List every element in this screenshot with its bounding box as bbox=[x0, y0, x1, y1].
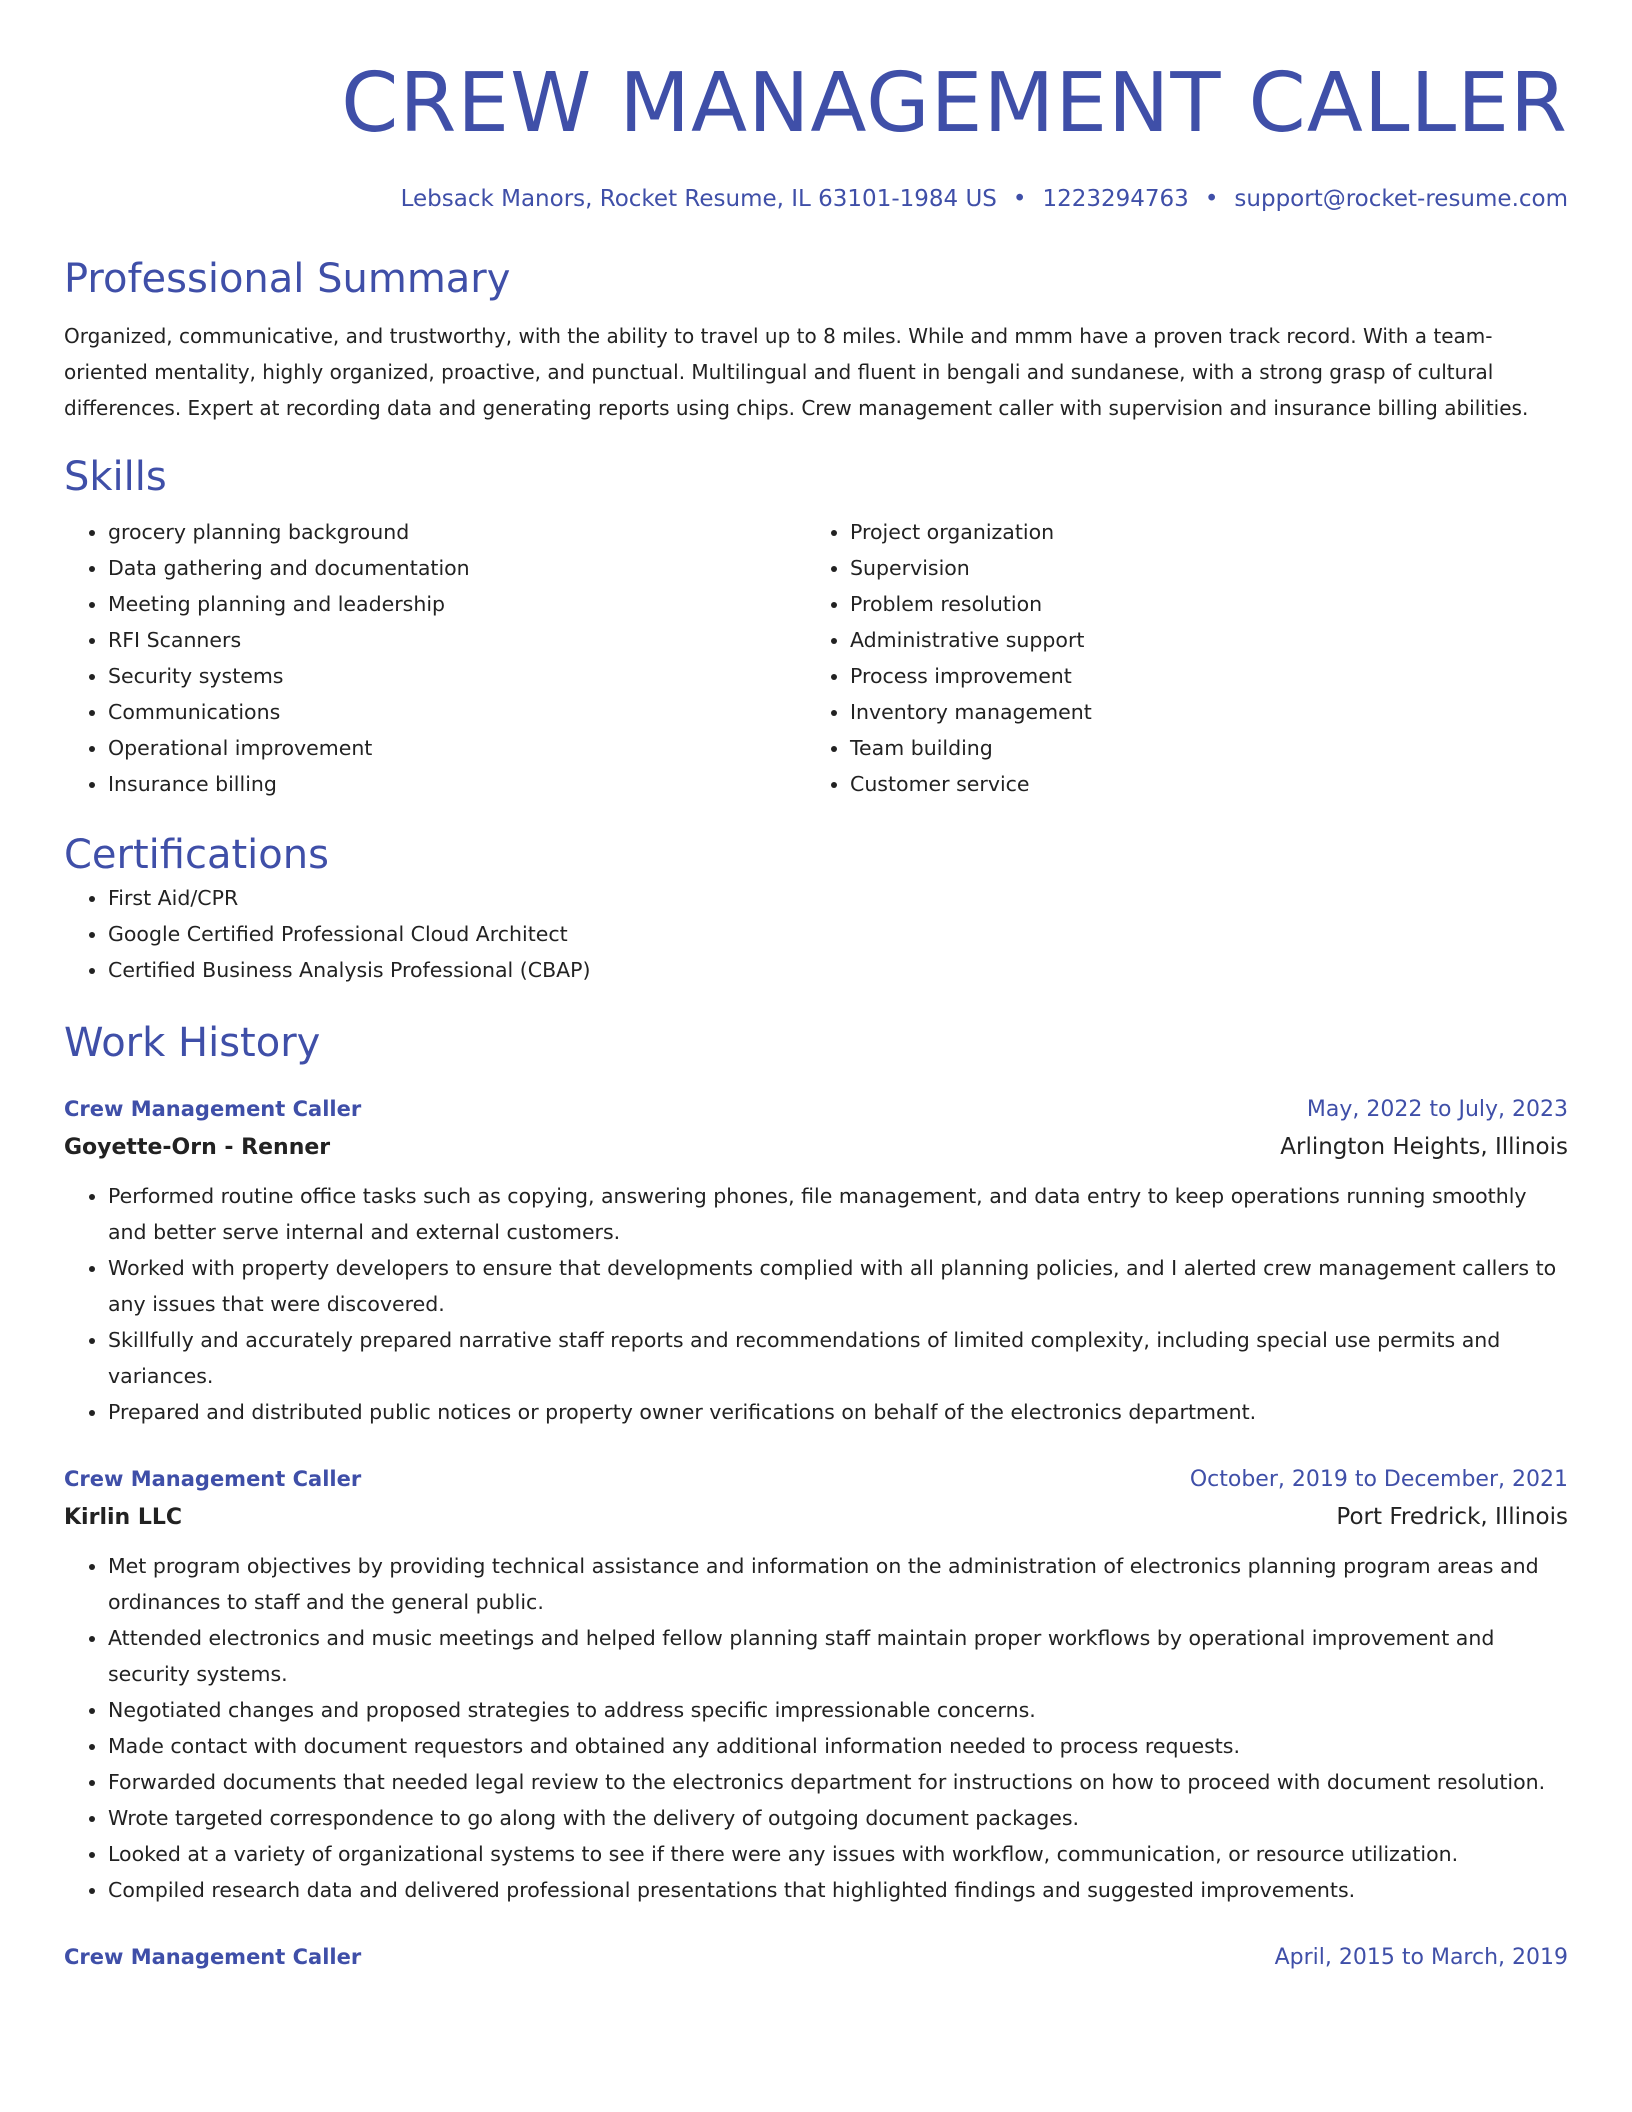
certification-item: • Certified Business Analysis Professional (CBAP) bbox=[108, 952, 1568, 988]
certification-item: • Google Certified Professional Cloud Architect bbox=[108, 916, 1568, 952]
skill-item: • Operational improvement bbox=[108, 730, 806, 766]
job-bullet: • Met program objectives by providing technical assistance and information on the administration of electronics planning program areas and ordinances to staff and the general public. bbox=[108, 1548, 1568, 1620]
skills-grid bbox=[64, 514, 1568, 802]
job-bullet: • Negotiated changes and proposed strategies to address specific impressionable concerns. bbox=[108, 1692, 1568, 1728]
skills-list-right bbox=[806, 514, 1548, 802]
skill-item: • Project organization bbox=[850, 514, 1548, 550]
job-bullets bbox=[64, 1178, 1568, 1430]
contact-separator: • bbox=[1012, 186, 1027, 212]
job-header-row bbox=[64, 1462, 1568, 1497]
skill-item: • Security systems bbox=[108, 658, 806, 694]
skill-item: • Insurance billing bbox=[108, 766, 806, 802]
skill-item: • Customer service bbox=[850, 766, 1548, 802]
job-company: Goyette-Orn - Renner bbox=[64, 1135, 331, 1160]
contact-email: support@rocket-resume.com bbox=[1234, 186, 1568, 212]
skill-item: • Supervision bbox=[850, 550, 1548, 586]
job-entry bbox=[64, 1940, 1568, 1975]
resume-name: CREW MANAGEMENT CALLER bbox=[341, 56, 1568, 151]
contact-phone: 1223294763 bbox=[1042, 186, 1189, 212]
skill-item: • Communications bbox=[108, 694, 806, 730]
job-title: Crew Management Caller bbox=[64, 1945, 362, 1969]
job-location: Port Fredrick, Illinois bbox=[1336, 1504, 1568, 1530]
job-bullet: • Prepared and distributed public notices or property owner verifications on behalf of the electronics department. bbox=[108, 1394, 1568, 1430]
skill-item: • Inventory management bbox=[850, 694, 1548, 730]
job-dates: May, 2022 to July, 2023 bbox=[1306, 1097, 1568, 1122]
job-title: Crew Management Caller bbox=[64, 1097, 362, 1121]
job-bullet: • Skillfully and accurately prepared narrative staff reports and recommendations of limited complexity, including special use permits and variances. bbox=[108, 1322, 1568, 1394]
job-entry bbox=[64, 1092, 1568, 1430]
job-header-row bbox=[64, 1092, 1568, 1127]
job-bullet: • Compiled research data and delivered professional presentations that highlighted findings and suggested improvements. bbox=[108, 1872, 1568, 1908]
summary-heading: Professional Summary bbox=[64, 256, 511, 302]
job-header-row bbox=[64, 1940, 1568, 1975]
job-company: Kirlin LLC bbox=[64, 1505, 183, 1530]
skill-item: • Problem resolution bbox=[850, 586, 1548, 622]
certifications-list bbox=[64, 880, 1568, 988]
job-bullet: • Made contact with document requestors and obtained any additional information needed to process requests. bbox=[108, 1728, 1568, 1764]
skill-item: • Meeting planning and leadership bbox=[108, 586, 806, 622]
job-dates: April, 2015 to March, 2019 bbox=[1274, 1945, 1568, 1970]
job-company-row bbox=[64, 1497, 1568, 1538]
job-bullet: • Attended electronics and music meetings and helped fellow planning staff maintain proper workflows by operational improvement and security systems. bbox=[108, 1620, 1568, 1692]
job-title: Crew Management Caller bbox=[64, 1467, 362, 1491]
job-bullet: • Wrote targeted correspondence to go along with the delivery of outgoing document packages. bbox=[108, 1800, 1568, 1836]
summary-text: Organized, communicative, and trustworthy, with the ability to travel up to 8 miles. While and mmm have a proven track record. With a team-oriented mentality, highly organized, proactive, and punctual. Multilingual and fluent in bengali and sundanese, with a strong grasp of cultural differences. Expert at recording data and generating reports using chips. Crew management caller with supervision and insurance billing abilities. bbox=[64, 324, 1529, 420]
job-location: Arlington Heights, Illinois bbox=[1280, 1134, 1568, 1160]
job-bullet: • Worked with property developers to ensure that developments complied with all planning policies, and I alerted crew management callers to any issues that were discovered. bbox=[108, 1250, 1568, 1322]
job-dates: October, 2019 to December, 2021 bbox=[1189, 1467, 1568, 1492]
job-company-row bbox=[64, 1127, 1568, 1168]
skill-item: • Team building bbox=[850, 730, 1548, 766]
work-history-heading: Work History bbox=[64, 1020, 321, 1066]
contact-address: Lebsack Manors, Rocket Resume, IL 63101-1984 US bbox=[400, 186, 997, 212]
job-bullet: • Performed routine office tasks such as copying, answering phones, file management, and data entry to keep operations running smoothly and better serve internal and external customers. bbox=[108, 1178, 1568, 1250]
skill-item: • Data gathering and documentation bbox=[108, 550, 806, 586]
contact-separator: • bbox=[1204, 186, 1219, 212]
skill-item: • RFI Scanners bbox=[108, 622, 806, 658]
contact-line bbox=[64, 184, 1568, 214]
skills-heading: Skills bbox=[64, 454, 167, 500]
job-bullets bbox=[64, 1548, 1568, 1908]
job-bullet: • Forwarded documents that needed legal review to the electronics department for instructions on how to proceed with document resolution. bbox=[108, 1764, 1568, 1800]
certification-item: • First Aid/CPR bbox=[108, 880, 1568, 916]
skills-list-left bbox=[64, 514, 806, 802]
skill-item: • Process improvement bbox=[850, 658, 1548, 694]
certifications-heading: Certifications bbox=[64, 832, 329, 878]
job-bullet: • Looked at a variety of organizational systems to see if there were any issues with workflow, communication, or resource utilization. bbox=[108, 1836, 1568, 1872]
job-entry bbox=[64, 1462, 1568, 1908]
skill-item: • grocery planning background bbox=[108, 514, 806, 550]
skill-item: • Administrative support bbox=[850, 622, 1548, 658]
